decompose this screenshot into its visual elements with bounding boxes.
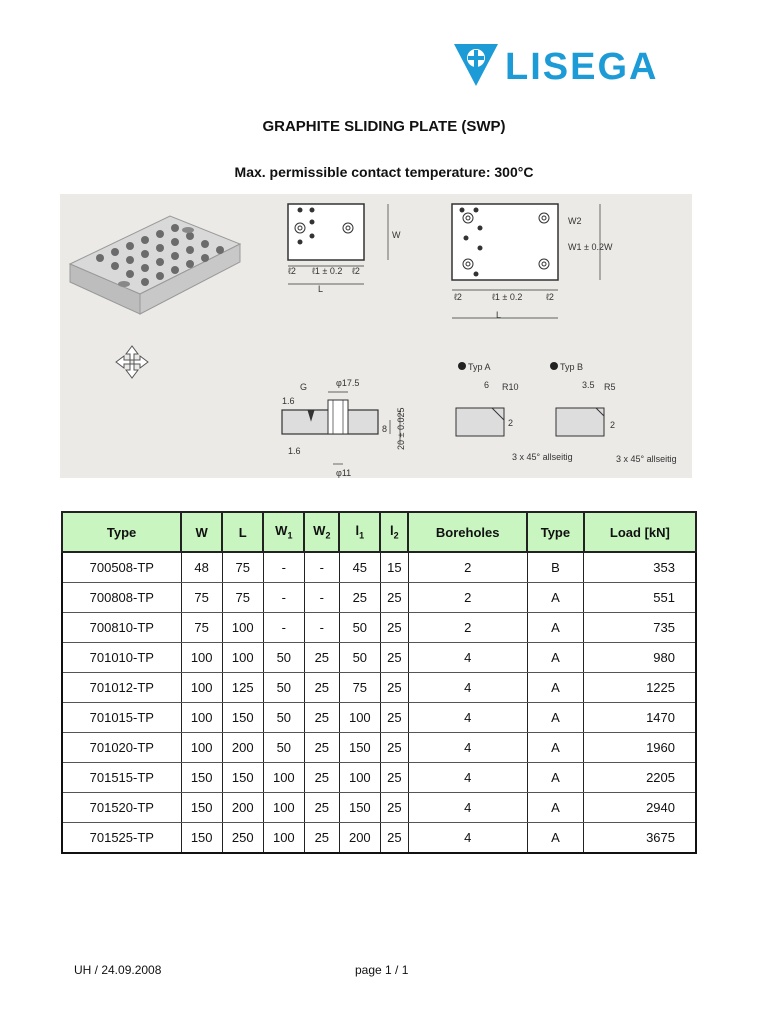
footer-page-number: page 1 / 1 [355,963,409,977]
table-cell: 50 [263,673,304,703]
w1-label: W1 ± 0.2 [568,242,604,252]
l1-label-b: ℓ1 ± 0.2 [492,292,523,302]
table-cell: 25 [339,583,380,613]
table-cell: 25 [304,733,339,763]
table-cell: 50 [263,733,304,763]
table-cell: 75 [222,552,263,583]
table-cell: - [304,552,339,583]
table-cell: A [527,673,584,703]
spec-table-header-row [62,512,696,552]
typ-a-bullet-icon [458,362,466,370]
table-cell: 100 [181,643,222,673]
table-cell: 150 [339,733,380,763]
edge-detail-b [556,408,604,436]
column-header: Load [kN] [584,512,696,552]
table-cell: A [527,703,584,733]
table-cell: 551 [584,583,696,613]
table-cell: 700808-TP [62,583,181,613]
table-cell: 980 [584,643,696,673]
table-cell: 100 [339,703,380,733]
table-cell: 150 [222,703,263,733]
table-cell: 1225 [584,673,696,703]
table-cell: 50 [263,643,304,673]
table-cell: - [263,613,304,643]
table-cell: 75 [181,613,222,643]
table-cell: 100 [181,673,222,703]
table-cell: B [527,552,584,583]
table-cell: 50 [263,703,304,733]
l2-right-label: ℓ2 [352,266,360,276]
table-cell: 25 [380,613,408,643]
table-cell: 25 [380,793,408,823]
table-cell: 150 [181,793,222,823]
table-cell: 25 [304,673,339,703]
move-arrows-icon [116,346,148,378]
column-header: $l_1$ [339,512,380,552]
table-cell: 100 [263,793,304,823]
table-cell: 50 [339,613,380,643]
table-cell: 2 [408,583,527,613]
table-cell: 700810-TP [62,613,181,643]
w2-label: W2 [568,216,582,226]
page-subtitle: Max. permissible contact temperature: 300°C [234,164,534,180]
table-cell: 2 [408,552,527,583]
table-cell: 353 [584,552,696,583]
table-cell: 50 [339,643,380,673]
table-row [62,733,696,763]
table-cell: 2940 [584,793,696,823]
table-cell: 701010-TP [62,643,181,673]
table-cell: 4 [408,763,527,793]
column-header: $W_2$ [304,512,339,552]
table-cell: 100 [263,823,304,854]
table-cell: 1960 [584,733,696,763]
table-cell: 701525-TP [62,823,181,854]
table-cell: 25 [380,703,408,733]
chamfer-b-label: 3 x 45° allseitig [616,454,677,464]
table-cell: 25 [304,823,339,854]
table-cell: 250 [222,823,263,854]
drawing-canvas [60,194,692,478]
l-label: L [318,284,324,294]
table-cell: 100 [339,763,380,793]
table-cell: 735 [584,613,696,643]
table-cell: 3675 [584,823,696,854]
table-cell: 4 [408,643,527,673]
table-cell: - [263,583,304,613]
technical-drawing [60,194,692,478]
table-cell: 701515-TP [62,763,181,793]
table-row [62,552,696,583]
table-cell: 25 [304,763,339,793]
r10-label: R10 [502,382,519,392]
table-cell: 25 [304,793,339,823]
table-cell: 200 [339,823,380,854]
l-label-b: L [496,310,502,320]
table-cell: 701012-TP [62,673,181,703]
table-cell: A [527,733,584,763]
table-cell: 200 [222,733,263,763]
edge-detail-a [456,408,504,436]
table-row [62,823,696,854]
r5-label: R5 [604,382,616,392]
table-cell: 701520-TP [62,793,181,823]
table-cell: 2 [408,613,527,643]
dim-6-label: 6 [484,380,490,390]
l2-left-label: ℓ2 [288,266,296,276]
table-cell: 25 [380,583,408,613]
table-cell: 100 [263,763,304,793]
plate-photo [70,216,240,314]
page-title: GRAPHITE SLIDING PLATE (SWP) [262,118,506,135]
table-row [62,763,696,793]
table-row [62,583,696,613]
table-cell: 25 [380,733,408,763]
table-row [62,613,696,643]
dim-20-label: 20 ± 0.025 [396,407,406,450]
table-cell: 200 [222,793,263,823]
w-label-b: W [604,242,613,252]
table-cell: 25 [380,763,408,793]
table-cell: 100 [222,643,263,673]
table-cell: 1470 [584,703,696,733]
column-header: W [181,512,222,552]
table-cell: 150 [181,823,222,854]
table-cell: 4 [408,703,527,733]
table-cell: A [527,583,584,613]
table-cell: - [263,552,304,583]
spec-table-body [62,552,696,853]
table-cell: 4 [408,823,527,854]
table-row [62,703,696,733]
table-cell: 701020-TP [62,733,181,763]
table-row [62,643,696,673]
roughness-top-label: 1.6 [282,396,295,406]
table-cell: 2205 [584,763,696,793]
logo-emblem-icon [454,44,498,86]
table-cell: 100 [181,733,222,763]
typ-a-label: Typ A [468,362,491,372]
table-cell: 4 [408,673,527,703]
spec-table [61,511,697,854]
table-cell: 75 [222,583,263,613]
table-cell: 25 [380,823,408,854]
table-cell: 25 [304,643,339,673]
table-cell: A [527,643,584,673]
column-header: L [222,512,263,552]
table-cell: A [527,613,584,643]
table-cell: 15 [380,552,408,583]
typ-b-label: Typ B [560,362,584,372]
l2-left-label-b: ℓ2 [454,292,462,302]
table-cell: 25 [380,673,408,703]
dim-2a-label: 2 [508,418,514,428]
dim-3-5-label: 3.5 [582,380,595,390]
table-cell: A [527,763,584,793]
table-row [62,793,696,823]
table-cell: 100 [222,613,263,643]
w-label: W [392,230,401,240]
column-header: Type [527,512,584,552]
l2-right-label-b: ℓ2 [546,292,554,302]
table-cell: 48 [181,552,222,583]
table-cell: 4 [408,733,527,763]
table-row [62,673,696,703]
table-cell: 150 [339,793,380,823]
dim-8-label: 8 [382,424,388,434]
table-cell: - [304,613,339,643]
g-label: G [300,382,308,392]
logo-wordmark: LISEGA [505,46,659,88]
table-cell: 150 [222,763,263,793]
table-cell: 75 [339,673,380,703]
phi-17-5-label: φ17.5 [336,378,360,388]
chamfer-a-label: 3 x 45° allseitig [512,452,573,462]
table-cell: 700508-TP [62,552,181,583]
column-header: Boreholes [408,512,527,552]
table-cell: 4 [408,793,527,823]
column-header: Type [62,512,181,552]
table-cell: 150 [181,763,222,793]
dim-2b-label: 2 [610,420,616,430]
table-cell: 125 [222,673,263,703]
footer-author-date: UH / 24.09.2008 [74,963,162,977]
table-cell: 100 [181,703,222,733]
typ-b-bullet-icon [550,362,558,370]
table-cell: 75 [181,583,222,613]
table-cell: A [527,823,584,854]
table-cell: A [527,793,584,823]
column-header: $l_2$ [380,512,408,552]
table-cell: 25 [304,703,339,733]
column-header: $W_1$ [263,512,304,552]
table-cell: - [304,583,339,613]
phi-11-label: φ11 [336,468,352,478]
roughness-bottom-label: 1.6 [288,446,301,456]
table-cell: 45 [339,552,380,583]
table-cell: 701015-TP [62,703,181,733]
l1-label: ℓ1 ± 0.2 [312,266,343,276]
table-cell: 25 [380,643,408,673]
